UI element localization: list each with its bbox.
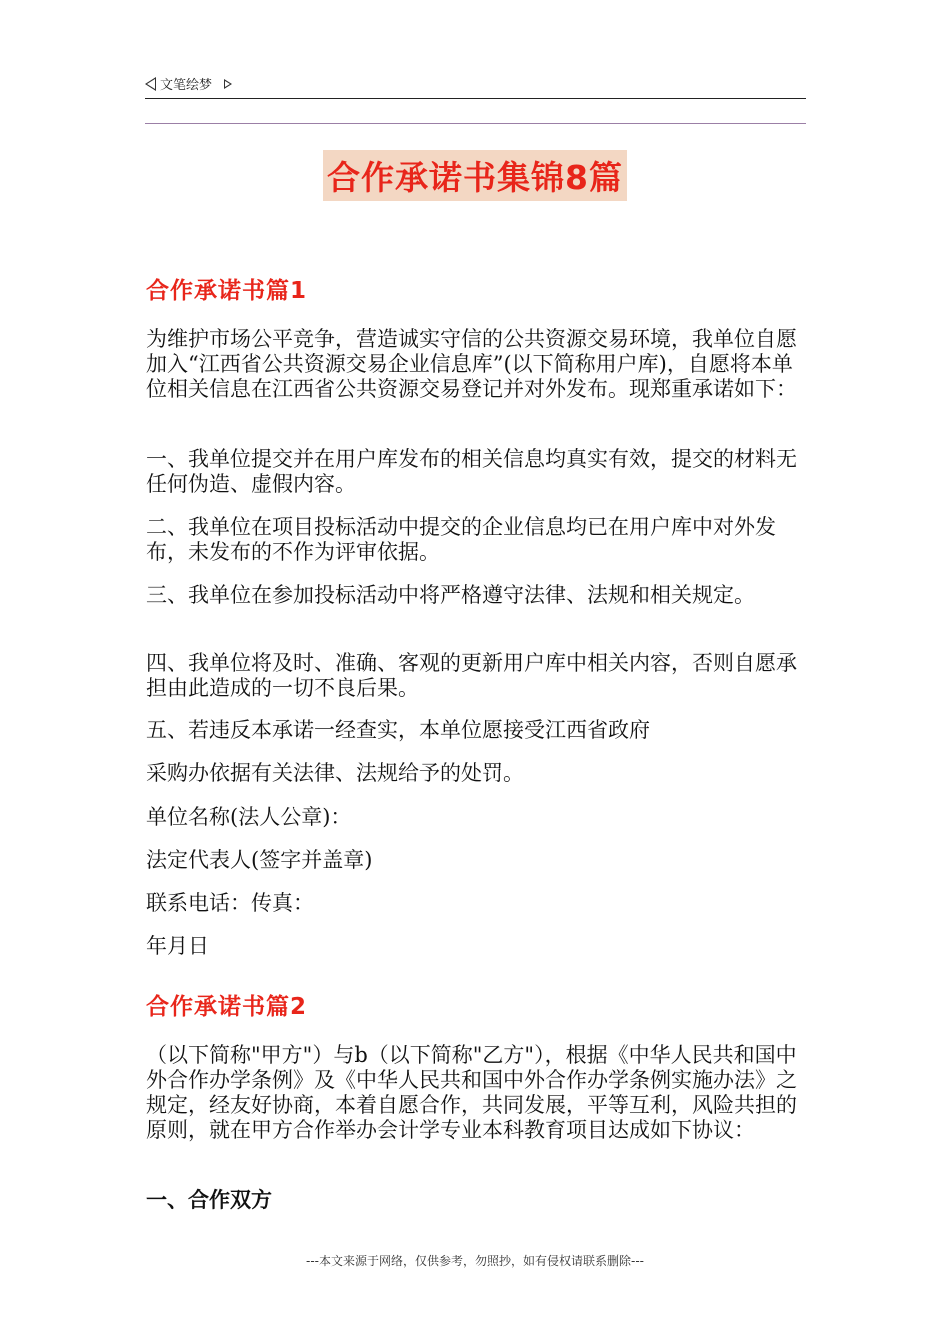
- paragraph: 五、若违反本承诺一经查实，本单位愿接受江西省政府: [146, 718, 650, 742]
- paragraph: 法定代表人(签字并盖章): [146, 848, 373, 872]
- header-divider: [145, 123, 806, 124]
- paragraph: 联系电话：传真：: [146, 891, 314, 915]
- triangle-right-icon: [224, 79, 232, 89]
- paragraph: 年月日: [146, 934, 209, 958]
- brand-name: 文笔绘梦: [160, 78, 213, 93]
- paragraph: 二、我单位在项目投标活动中提交的企业信息均已在用户库中对外发布，未发布的不作为评审依据。: [146, 515, 776, 564]
- section-2-heading: 合作承诺书篇2: [146, 994, 308, 1020]
- paragraph: 四、我单位将及时、准确、客观的更新用户库中相关内容，否则自愿承担由此造成的一切不良后果。: [146, 651, 797, 700]
- paragraph: （以下简称"甲方"）与b（以下简称"乙方"），根据《中华人民共和国中外合作办学条例》及《中华人民共和国中外合作办学条例实施办法》之规定，经友好协商，本着自愿合作，共同发展，平等互利，风险共担的原则，就在甲方合作举办会计学专业本科教育项目达成如下协议：: [146, 1043, 797, 1142]
- paragraph: 一、我单位提交并在用户库发布的相关信息均真实有效，提交的材料无任何伪造、虚假内容。: [146, 447, 797, 496]
- document-title: 合作承诺书集锦8篇: [323, 150, 627, 201]
- paragraph: 为维护市场公平竞争，营造诚实守信的公共资源交易环境，我单位自愿加入“江西省公共资源交易企业信息库”(以下简称用户库)，自愿将本单位相关信息在江西省公共资源交易登记并对外发布。现郑重承诺如下：: [146, 327, 797, 401]
- paragraph: 单位名称(法人公章)：: [146, 805, 352, 829]
- paragraph: 采购办依据有关法律、法规给予的处罚。: [146, 761, 524, 785]
- footer-note: ---本文来源于网络，仅供参考，勿照抄，如有侵权请联系删除---: [306, 1254, 644, 1268]
- brand: [145, 74, 232, 93]
- triangle-left-icon: [145, 77, 156, 91]
- section-1-heading: 合作承诺书篇1: [146, 278, 308, 304]
- title-wrap: [0, 150, 950, 201]
- subheading: 一、合作双方: [146, 1188, 272, 1212]
- paragraph: 三、我单位在参加投标活动中将严格遵守法律、法规和相关规定。: [146, 583, 755, 607]
- page-header: [145, 72, 806, 99]
